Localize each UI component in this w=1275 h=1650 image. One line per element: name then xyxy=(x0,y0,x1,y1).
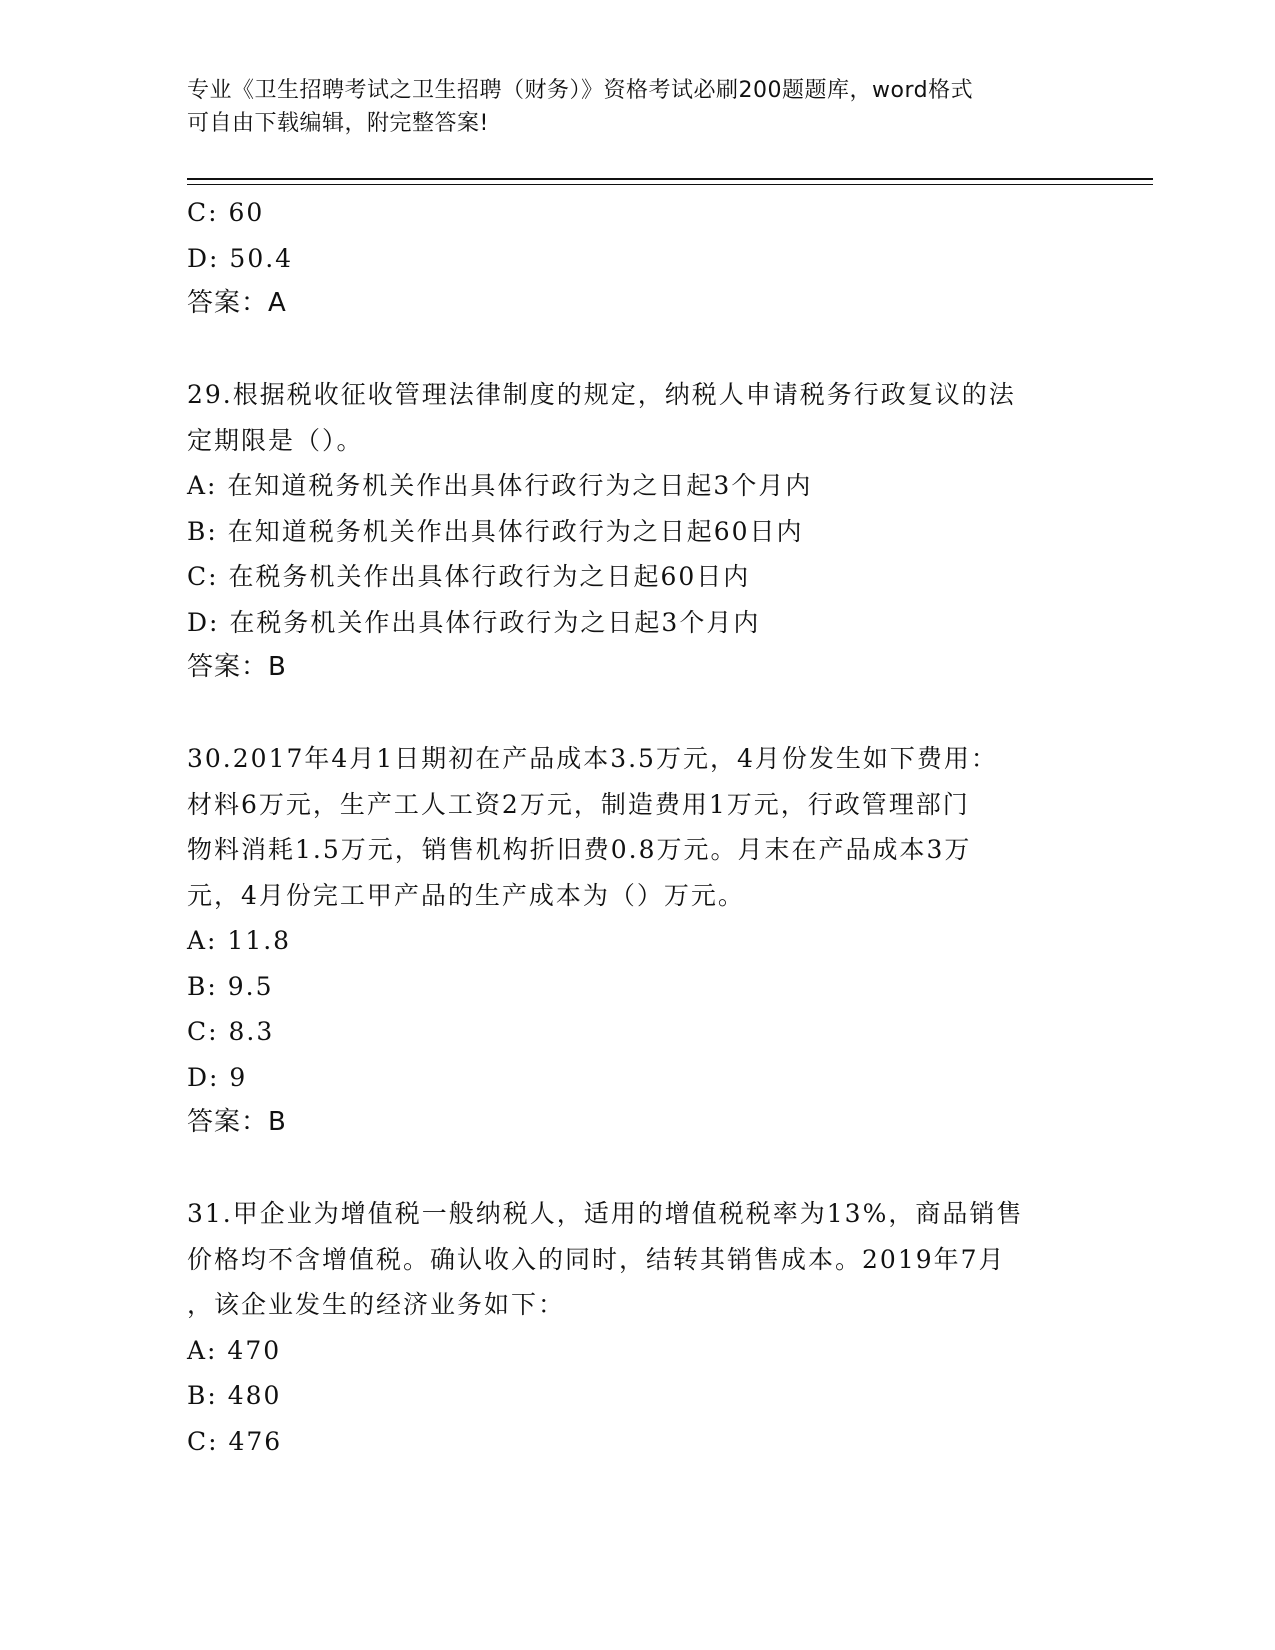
option-a: A: 11.8 xyxy=(187,926,292,955)
option-c: C: 476 xyxy=(187,1426,283,1456)
question-stem-line: ，该企业发生的经济业务如下： xyxy=(187,1290,566,1319)
answer-line: 答案：A xyxy=(187,288,287,318)
option-c: C: 60 xyxy=(187,198,265,227)
question-stem-line: 物料消耗1.5万元，销售机构折旧费0.8万元。月末在产品成本3万 xyxy=(187,835,972,864)
option-a: A: 470 xyxy=(187,1335,282,1365)
spacer xyxy=(187,1146,1087,1192)
spacer xyxy=(187,691,1087,737)
option-d: D: 50.4 xyxy=(187,243,294,273)
option-b: B: 9.5 xyxy=(187,971,274,1001)
document-header xyxy=(187,74,1067,140)
header-divider-thick xyxy=(187,178,1153,180)
header-line-1: 专业《卫生招聘考试之卫生招聘（财务）》资格考试必刷200题题库，word格式 xyxy=(187,78,974,103)
question-stem-line: 元，4月份完工甲产品的生产成本为（）万元。 xyxy=(187,880,745,910)
question-stem-line: 定期限是（）。 xyxy=(187,425,364,455)
question-stem-line: 29.根据税收征收管理法律制度的规定，纳税人申请税务行政复议的法 xyxy=(187,380,1016,409)
option-d: D: 在税务机关作出具体行政行为之日起3个月内 xyxy=(187,607,761,637)
answer-line: 答案：B xyxy=(187,652,287,682)
option-b: B: 480 xyxy=(187,1381,282,1410)
question-29 xyxy=(187,372,1087,691)
option-b: B: 在知道税务机关作出具体行政行为之日起60日内 xyxy=(187,516,804,546)
header-divider-thin xyxy=(187,184,1153,185)
question-stem-line: 30.2017年4月1日期初在产品成本3.5万元，4月份发生如下费用： xyxy=(187,744,998,773)
header-line-2: 可自由下载编辑，附完整答案! xyxy=(187,111,489,136)
spacer xyxy=(187,327,1087,373)
answer-line: 答案：B xyxy=(187,1107,287,1137)
question-31 xyxy=(187,1191,1087,1464)
option-d: D: 9 xyxy=(187,1062,248,1092)
option-a: A: 在知道税务机关作出具体行政行为之日起3个月内 xyxy=(187,471,813,500)
question-stem-line: 31.甲企业为增值税一般纳税人，适用的增值税税率为13%，商品销售 xyxy=(187,1199,1024,1228)
option-c: C: 在税务机关作出具体行政行为之日起60日内 xyxy=(187,562,751,591)
question-28-tail xyxy=(187,190,1087,327)
question-stem-line: 材料6万元，生产工人工资2万元，制造费用1万元，行政管理部门 xyxy=(187,789,970,819)
question-30 xyxy=(187,736,1087,1146)
question-list xyxy=(187,190,1087,1464)
question-stem-line: 价格均不含增值税。确认收入的同时，结转其销售成本。2019年7月 xyxy=(187,1244,1006,1274)
option-c: C: 8.3 xyxy=(187,1017,275,1046)
